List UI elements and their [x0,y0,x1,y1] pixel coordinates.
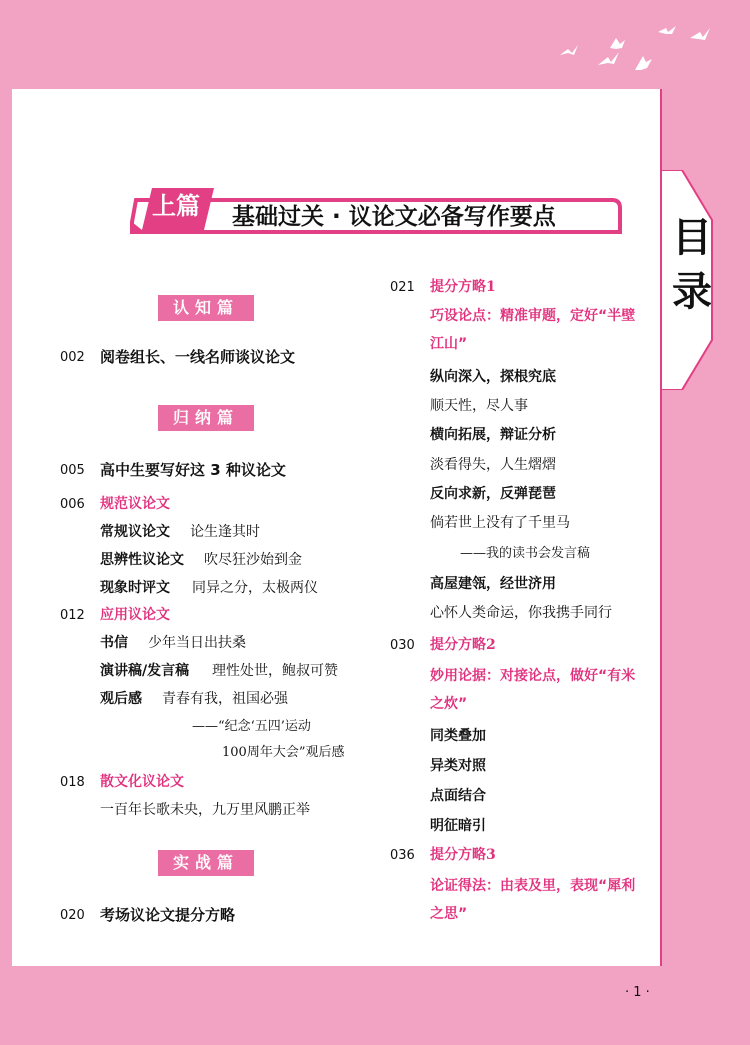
page-number: · 1 · [625,985,650,1000]
toc-char-mu: 目 [672,215,712,261]
entry-number: 036 [390,848,415,863]
entry-subtitle: 之思” [430,906,468,922]
entry-number: 021 [390,280,415,295]
entry-subtitle: 江山” [430,336,468,352]
item-text: 一百年长歌未央，九万里风鹏正举 [100,802,310,818]
entry-title: 提分方略1 [430,279,496,295]
entry-number: 018 [60,775,85,790]
item-label: 演讲稿/发言稿 [100,663,190,679]
entry-title: 散文化议论文 [100,774,184,790]
entry-title: 考场议论文提分方略 [100,906,236,924]
item-text: 心怀人类命运，你我携手同行 [430,605,612,621]
toc-char-lu: 录 [672,269,712,315]
entry-title: 高中生要写好这 3 种议论文 [100,461,286,479]
entry-subtitle: 妙用论据：对接论点，做好“有米 [430,668,636,684]
item-text: 顺天性，尽人事 [430,398,528,414]
item-label: 现象时评文 [100,580,170,596]
item-text: 论生逢其时 [190,524,260,540]
item-note: 100周年大会”观后感 [222,745,345,760]
entry-number: 005 [60,463,85,478]
entry-number: 012 [60,608,85,623]
category-cognition: 认知篇 [158,295,254,321]
entry-number: 020 [60,908,85,923]
item-text: 少年当日出扶桑 [148,635,246,651]
item-text: 纵向深入，探根究底 [430,369,556,385]
birds-decoration [540,10,740,90]
item-text: 青春有我，祖国必强 [162,691,288,707]
item-label: 思辨性议论文 [100,552,184,568]
entry-number: 030 [390,638,415,653]
entry-title: 提分方略2 [430,637,496,653]
item-text: 淡看得失，人生熠熠 [430,457,556,473]
item-label: 常规议论文 [100,524,170,540]
item-text: 同类叠加 [430,728,486,744]
item-note: ——我的读书会发言稿 [460,546,591,561]
item-note: ——“纪念‘五四’运动 [192,719,311,734]
item-text: 高屋建瓴，经世济用 [430,576,556,592]
entry-subtitle: 论证得法：由表及里，表现“犀利 [430,878,636,894]
item-text: 吹尽狂沙始到金 [204,552,302,568]
entry-title: 应用议论文 [100,607,170,623]
category-practice: 实战篇 [158,850,254,876]
entry-title: 阅卷组长、一线名师谈议论文 [100,348,296,366]
entry-subtitle: 巧设论点：精准审题，定好“半壁 [430,308,636,324]
entry-title: 规范议论文 [100,496,170,512]
item-text: 同异之分，太极两仪 [192,580,318,596]
section-title: 基础过关 · 议论文必备写作要点 [232,204,556,230]
item-text: 明征暗引 [430,818,486,834]
entry-title: 提分方略3 [430,847,496,863]
category-induction: 归纳篇 [158,405,254,431]
item-label: 观后感 [100,691,142,707]
item-label: 书信 [100,635,128,651]
item-text: 异类对照 [430,758,486,774]
entry-number: 006 [60,497,85,512]
item-text: 反向求新，反弹琵琶 [430,486,556,502]
item-text: 倘若世上没有了千里马 [430,515,570,531]
entry-subtitle: 之炊” [430,696,468,712]
item-text: 横向拓展，辩证分析 [430,427,556,443]
item-text: 点面结合 [430,788,486,804]
entry-number: 002 [60,350,85,365]
item-text: 理性处世，鲍叔可赞 [212,663,338,679]
section-tag: 上篇 [152,192,200,220]
